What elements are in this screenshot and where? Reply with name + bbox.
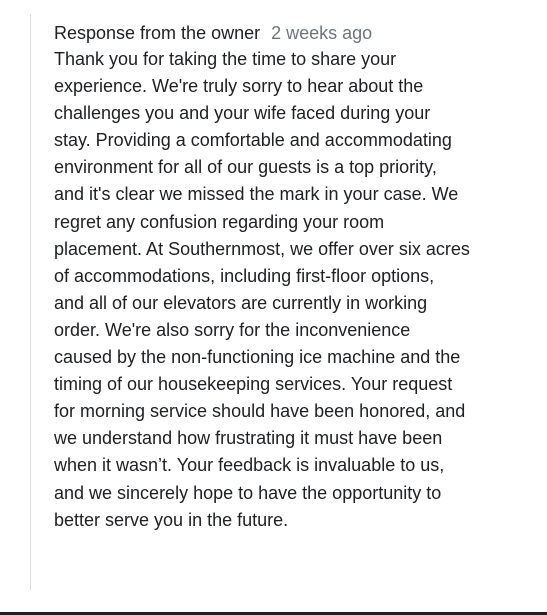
response-text-line: environment for all of our guests is a top priority,	[54, 157, 437, 178]
response-text-line: we understand how frustrating it must have been	[54, 428, 443, 449]
response-text	[54, 46, 532, 534]
response-text-line: and all of our elevators are currently in working	[54, 292, 428, 313]
response-label: Response from the owner	[54, 23, 261, 43]
response-text-line: stay. Providing a comfortable and accommodating	[54, 130, 452, 151]
owner-response	[30, 14, 535, 590]
response-text-line: caused by the non-functioning ice machine and the	[54, 347, 461, 368]
response-text-line: and it's clear we missed the mark in your case. We	[54, 184, 459, 205]
response-text-line: and we sincerely hope to have the opportunity to	[54, 482, 442, 503]
response-text-line: placement. At Southernmost, we offer over six acres	[54, 238, 470, 259]
response-text-line: regret any confusion regarding your room	[54, 211, 385, 232]
response-timestamp: 2 weeks ago	[271, 23, 373, 43]
response-text-line: timing of our housekeeping services. Your request	[54, 374, 453, 395]
response-text-line: Thank you for taking the time to share your	[54, 49, 397, 69]
response-text-line: experience. We're truly sorry to hear about the	[54, 76, 424, 97]
response-text-line: when it wasn’t. Your feedback is invaluable to us,	[54, 455, 445, 476]
response-text-line: challenges you and your wife faced during your	[54, 103, 431, 124]
response-text-line: better serve you in the future.	[54, 509, 289, 530]
response-text-line: for morning service should have been honored, and	[54, 401, 466, 422]
response-text-line: order. We're also sorry for the inconvenience	[54, 319, 411, 340]
response-header	[54, 20, 535, 46]
response-text-line: of accommodations, including first-floor options,	[54, 265, 435, 286]
